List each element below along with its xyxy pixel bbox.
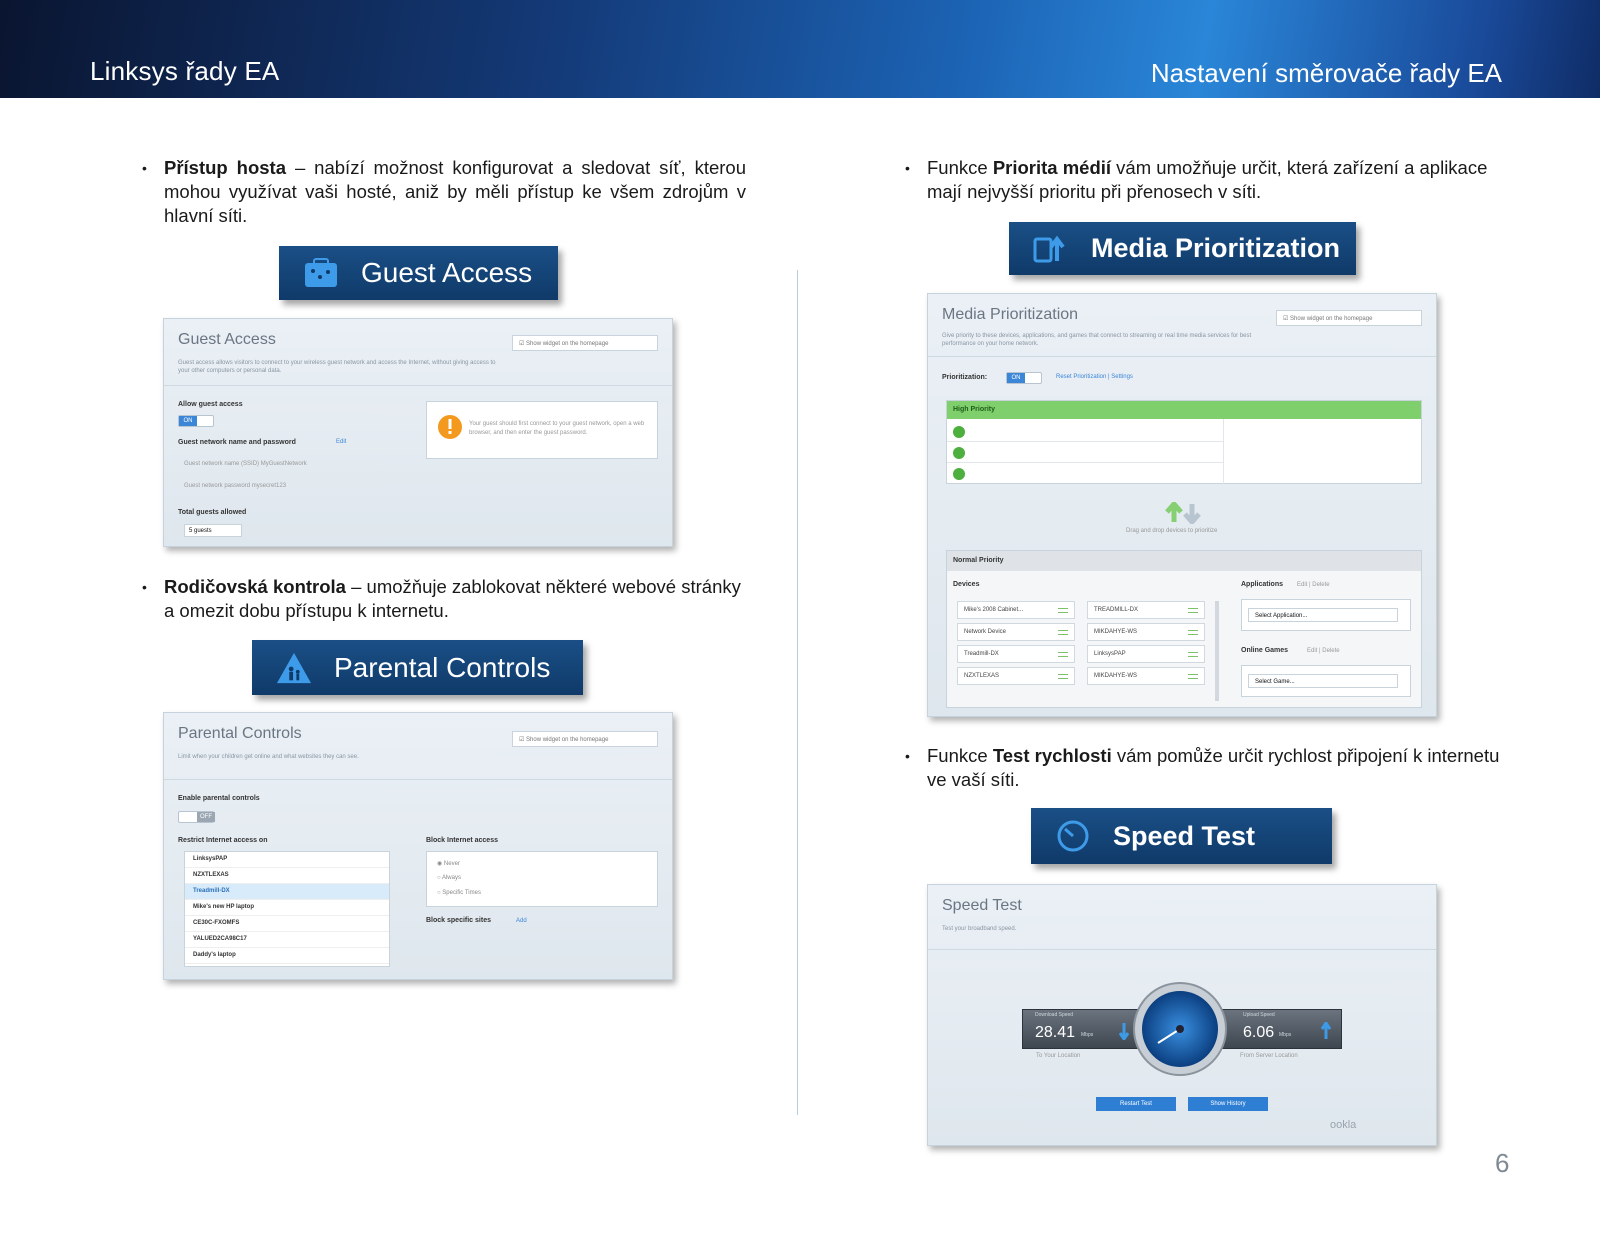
media-prioritization-banner	[1009, 222, 1356, 275]
speed-test-screenshot	[927, 884, 1437, 1146]
speed-pre: Funkce	[927, 745, 993, 766]
warning-text: Your guest should first connect to your guest network, open a web browser, and then enter the guest password.	[469, 421, 645, 436]
screenshot-description: Test your broadband speed.	[942, 926, 1017, 932]
media-paragraph	[905, 156, 1512, 204]
parental-controls-banner	[252, 640, 583, 695]
add-site-link[interactable]: Add	[516, 918, 527, 924]
drag-handle-icon	[1188, 652, 1198, 657]
divider	[164, 779, 672, 780]
bullet: •	[142, 160, 147, 176]
show-history-button[interactable]: Show History	[1188, 1097, 1268, 1111]
devices-label: Devices	[953, 581, 980, 588]
screenshot-title: Guest Access	[178, 331, 276, 348]
drag-handle-icon	[1188, 674, 1198, 679]
device-list-item[interactable]: CE30C-FXOMFS	[185, 916, 389, 932]
reset-settings-links[interactable]: Reset Prioritization | Settings	[1056, 374, 1133, 380]
guest-access-icon	[303, 255, 339, 291]
bullet: •	[905, 748, 910, 764]
guest-access-banner	[279, 246, 558, 300]
restrict-access-label: Restrict Internet access on	[178, 837, 268, 844]
speed-term: Test rychlosti	[992, 745, 1112, 766]
device-tile[interactable]: NZXTLEXAS	[957, 667, 1075, 685]
speed-text: vám pomůže určit rychlost připojení k internetu ve vaší síti.	[927, 745, 1500, 790]
divider	[164, 385, 672, 386]
download-value: 28.41	[1035, 1024, 1076, 1041]
ookla-logo: ookla	[1330, 1119, 1357, 1131]
total-guests-label: Total guests allowed	[178, 509, 247, 516]
applications-links[interactable]: Edit | Delete	[1297, 582, 1330, 588]
parental-paragraph	[142, 575, 746, 623]
applications-label: Applications	[1241, 581, 1284, 588]
device-list-item[interactable]: Treadmill-DX	[185, 884, 389, 900]
games-links[interactable]: Edit | Delete	[1307, 648, 1340, 654]
guest-network-password: Guest network password mysecret123	[184, 483, 287, 489]
media-prioritization-icon	[1033, 231, 1069, 267]
priority-slot-3[interactable]	[953, 467, 965, 485]
drag-arrows-icon	[1164, 502, 1202, 524]
select-game-dropdown[interactable]: Select Game...	[1248, 674, 1398, 688]
device-list-item[interactable]: LinksysPAP	[185, 852, 389, 868]
guest-warning-box	[426, 401, 658, 459]
column-divider	[797, 270, 798, 1115]
drag-handle-icon	[1058, 652, 1068, 657]
guest-access-term: Přístup hosta	[164, 157, 287, 178]
restart-test-button[interactable]: Restart Test	[1096, 1097, 1176, 1111]
guest-access-banner-label: Guest Access	[361, 257, 533, 288]
device-list-item[interactable]: YALUED2CA98C17	[185, 932, 389, 948]
online-games-label: Online Games	[1241, 647, 1289, 654]
guest-access-screenshot	[163, 318, 673, 547]
prioritization-toggle[interactable]: ON	[1006, 372, 1042, 384]
show-widget-checkbox[interactable]: ☑ Show widget on the homepage	[512, 335, 658, 351]
page-number: 6	[1495, 1148, 1510, 1178]
speed-test-banner	[1031, 808, 1332, 864]
guest-access-paragraph	[142, 156, 746, 228]
show-widget-checkbox[interactable]: ☑ Show widget on the homepage	[512, 731, 658, 747]
upload-note: From Server Location	[1240, 1053, 1298, 1059]
media-prioritization-banner-label: Media Prioritization	[1091, 233, 1341, 263]
priority-2-icon	[953, 447, 965, 459]
screenshot-description: Guest access allows visitors to connect to your wireless guest network and access the Internet, without giving access to your other computers or personal data.	[178, 360, 496, 374]
screenshot-description: Limit when your children get online and what websites they can see.	[178, 754, 359, 760]
divider	[928, 949, 1436, 950]
block-access-label: Block Internet access	[426, 837, 498, 844]
enable-parental-label: Enable parental controls	[178, 795, 260, 802]
restrict-device-list[interactable]	[184, 851, 390, 967]
block-option-radio[interactable]: ◉ Never	[437, 861, 460, 867]
device-tile[interactable]: Mike's 2008 Cabinet...	[957, 601, 1075, 619]
upload-label: Upload Speed	[1243, 1012, 1275, 1018]
device-tile[interactable]: Treadmill-DX	[957, 645, 1075, 663]
high-priority-panel	[946, 400, 1422, 484]
device-tile[interactable]: Network Device	[957, 623, 1075, 641]
divider	[928, 356, 1436, 357]
speedometer-gauge-icon	[1132, 981, 1228, 1077]
device-tile[interactable]: LinksysPAP	[1087, 645, 1205, 663]
drag-handle-icon	[1058, 608, 1068, 613]
screenshot-title: Speed Test	[942, 897, 1022, 914]
upload-arrow-icon	[1321, 1022, 1331, 1040]
bullet: •	[142, 579, 147, 595]
download-note: To Your Location	[1036, 1053, 1081, 1059]
drag-handle-icon	[1188, 630, 1198, 635]
header-section: Nastavení směrovače řady EA	[1150, 58, 1502, 88]
show-widget-checkbox[interactable]: ☑ Show widget on the homepage	[1276, 310, 1422, 326]
speed-test-banner-label: Speed Test	[1113, 820, 1256, 851]
screenshot-title: Parental Controls	[178, 725, 302, 742]
normal-priority-header: Normal Priority	[947, 551, 1421, 571]
priority-3-icon	[953, 468, 965, 480]
device-list-item[interactable]: Mike's new HP laptop	[185, 900, 389, 916]
parental-controls-banner-label: Parental Controls	[334, 651, 551, 683]
screenshot-description: Give priority to these devices, applications, and games that connect to streaming or real time media services for best performance on your home network.	[942, 333, 1252, 347]
device-list-item[interactable]: NZXTLEXAS	[185, 868, 389, 884]
media-pre: Funkce	[927, 157, 993, 178]
speed-test-icon	[1055, 818, 1091, 854]
parental-toggle[interactable]: OFF	[178, 811, 214, 823]
download-unit: Mbps	[1081, 1032, 1094, 1038]
select-application-dropdown[interactable]: Select Application...	[1248, 608, 1398, 622]
warning-icon	[437, 414, 463, 440]
prioritization-label: Prioritization:	[942, 374, 988, 381]
drag-handle-icon	[1058, 674, 1068, 679]
bullet: •	[905, 160, 910, 176]
download-arrow-icon	[1119, 1022, 1129, 1040]
drag-handle-icon	[1188, 608, 1198, 613]
drag-handle-icon	[1058, 630, 1068, 635]
speed-test-paragraph	[905, 744, 1512, 792]
guest-access-toggle[interactable]: ON	[178, 415, 214, 427]
normal-priority-panel	[946, 550, 1422, 708]
edit-link[interactable]: Edit	[336, 439, 347, 445]
parental-controls-icon	[276, 650, 312, 686]
block-option-radio[interactable]: ○ Specific Times	[437, 890, 481, 896]
priority-1-icon	[953, 426, 965, 438]
upload-value: 6.06	[1243, 1024, 1275, 1041]
download-label: Download Speed	[1035, 1012, 1074, 1018]
media-text: vám umožňuje určit, která zařízení a aplikace mají nejvyšší prioritu při přenosech v síti.	[927, 157, 1488, 202]
guest-access-text: – nabízí možnost konfigurovat a sledovat síť, kterou mohou využívat vaši hosté, aniž by měli přístup ke všem zdrojům v hlavní síti.	[164, 157, 746, 226]
applications-box	[1241, 599, 1411, 631]
high-priority-header: High Priority	[947, 401, 1421, 419]
header-band	[0, 0, 1600, 98]
device-tile[interactable]: MIKDAHYE-WS	[1087, 667, 1205, 685]
guest-name-password-label: Guest network name and password	[178, 439, 296, 446]
device-list-item[interactable]: Daddy's laptop	[185, 948, 389, 964]
drag-hint: Drag and drop devices to prioritize	[1126, 528, 1218, 534]
online-games-box	[1241, 665, 1411, 697]
guest-network-name: Guest network name (SSID) MyGuestNetwork	[184, 461, 307, 467]
device-tile[interactable]: MIKDAHYE-WS	[1087, 623, 1205, 641]
allow-guest-label: Allow guest access	[178, 401, 243, 408]
media-prioritization-screenshot	[927, 293, 1437, 717]
media-term: Priorita médií	[992, 157, 1112, 178]
total-guests-select[interactable]: 5 guests	[184, 524, 242, 537]
parental-term: Rodičovská kontrola	[164, 576, 346, 597]
parental-text: – umožňuje zablokovat některé webové stránky a omezit dobu přístupu k internetu.	[164, 576, 741, 621]
block-sites-label: Block specific sites	[426, 917, 491, 924]
header-product: Linksys řady EA	[90, 56, 280, 86]
block-option-radio[interactable]: ○ Always	[437, 875, 461, 881]
parental-controls-screenshot	[163, 712, 673, 980]
screenshot-title: Media Prioritization	[942, 306, 1079, 323]
upload-unit: Mbps	[1279, 1032, 1292, 1038]
block-options-box	[426, 851, 658, 907]
device-tile[interactable]: TREADMILL-DX	[1087, 601, 1205, 619]
